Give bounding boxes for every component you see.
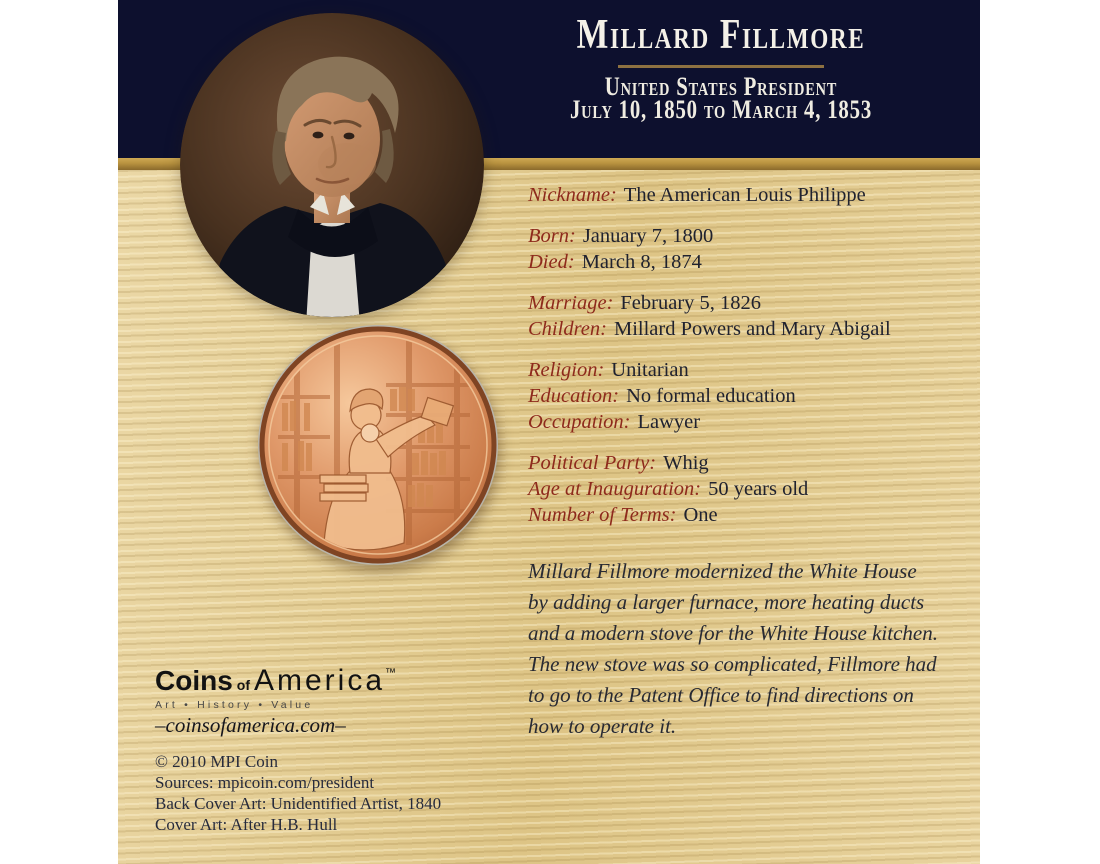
fact-value: Whig — [663, 452, 709, 474]
fact-number-of-terms — [528, 502, 980, 528]
fact-label: Political Party: — [528, 452, 657, 474]
bio-paragraph — [528, 556, 988, 742]
fact-value: The American Louis Philippe — [623, 184, 866, 206]
fact-value: Unitarian — [611, 359, 689, 381]
fact-group-nickname — [528, 182, 980, 208]
fact-label: Children: — [528, 318, 607, 340]
facts-list — [528, 182, 980, 543]
logo-word-america: America — [254, 664, 386, 697]
bio-line: and a modern stove for the White House kitchen. — [528, 621, 938, 645]
fact-occupation — [528, 409, 980, 435]
bio-line: to go to the Patent Office to find directions on — [528, 683, 914, 707]
coin-illustration — [258, 325, 498, 565]
fact-value: Millard Powers and Mary Abigail — [613, 318, 891, 340]
fact-label: Age at Inauguration: — [528, 478, 702, 500]
coin-image — [258, 325, 498, 565]
fact-label: Occupation: — [528, 411, 631, 433]
fact-label: Number of Terms: — [528, 504, 677, 526]
credit-line-sources: Sources: mpicoin.com/president — [155, 773, 375, 792]
fact-value: January 7, 1800 — [582, 225, 714, 247]
credit-line-copyright: © 2010 MPI Coin — [155, 752, 278, 771]
logo-website-url: –coinsofamerica.com– — [155, 713, 346, 737]
fact-religion — [528, 357, 980, 383]
header-text — [466, 12, 976, 124]
fact-value: One — [683, 504, 718, 526]
fact-group-politics — [528, 450, 980, 528]
fact-label: Born: — [528, 225, 576, 247]
collector-card — [118, 0, 980, 864]
fact-education — [528, 383, 980, 409]
portrait-image — [180, 13, 484, 317]
fact-value: Lawyer — [637, 411, 701, 433]
fact-value: February 5, 1826 — [620, 292, 762, 314]
fact-age-at-inauguration — [528, 476, 980, 502]
bio-line: The new stove was so complicated, Fillmore had — [528, 652, 937, 676]
fact-group-family — [528, 290, 980, 342]
fact-label: Education: — [528, 385, 620, 407]
bio-line: how to operate it. — [528, 714, 677, 738]
fact-label: Marriage: — [528, 292, 614, 314]
fact-nickname — [528, 182, 980, 208]
fact-label: Nickname: — [528, 184, 617, 206]
fact-died — [528, 249, 980, 275]
subtitle-term: July 10, 1850 to March 4, 1853 — [569, 95, 873, 124]
subtitle-role: United States President — [604, 72, 838, 101]
logo-word-of: of — [236, 677, 250, 693]
credit-line-cover-art: Cover Art: After H.B. Hull — [155, 815, 338, 834]
page-title: Millard Fillmore — [576, 12, 866, 58]
coins-of-america-logo — [155, 664, 396, 738]
fact-group-birth-death — [528, 223, 980, 275]
trademark-symbol: ™ — [385, 667, 397, 679]
fact-value: No formal education — [626, 385, 796, 407]
fact-value: 50 years old — [708, 478, 809, 500]
fact-label: Religion: — [528, 359, 605, 381]
fact-political-party — [528, 450, 980, 476]
credits — [155, 751, 441, 835]
bio-line: by adding a larger furnace, more heating ducts — [528, 590, 925, 614]
logo-wordmark — [155, 664, 396, 698]
credit-line-back-cover-art: Back Cover Art: Unidentified Artist, 1840 — [155, 794, 442, 813]
bio-line: Millard Fillmore modernized the White House — [528, 559, 917, 583]
fact-marriage — [528, 290, 980, 316]
logo-tagline: Art • History • Value — [155, 699, 314, 711]
fact-born — [528, 223, 980, 249]
fact-value: March 8, 1874 — [581, 251, 702, 273]
title-divider — [618, 65, 824, 68]
portrait-illustration — [180, 13, 484, 317]
logo-word-coins: Coins — [155, 665, 233, 696]
fact-children — [528, 316, 980, 342]
fact-group-background — [528, 357, 980, 435]
fact-label: Died: — [528, 251, 575, 273]
